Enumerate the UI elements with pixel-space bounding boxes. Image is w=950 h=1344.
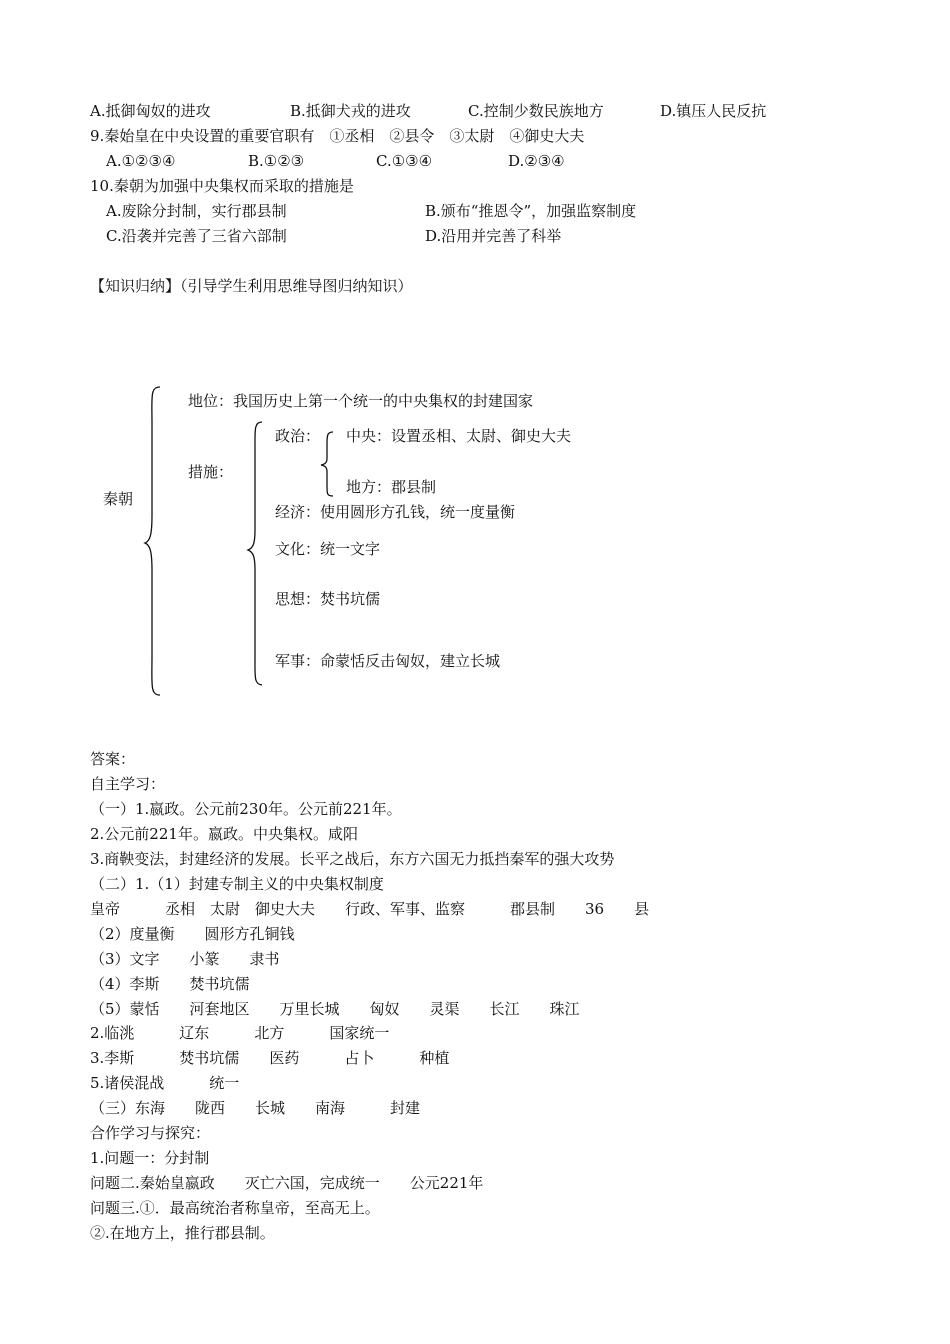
q10-option-a: A.废除分封制，实行郡县制 bbox=[106, 202, 287, 220]
answer-line: 3.李斯 焚书坑儒 医药 占卜 种植 bbox=[90, 1049, 450, 1067]
mindmap-culture: 文化：统一文字 bbox=[275, 540, 381, 558]
politics-brace bbox=[315, 430, 339, 498]
q10-option-d: D.沿用并完善了科举 bbox=[425, 227, 562, 245]
mindmap-politics-label: 政治： bbox=[275, 427, 321, 445]
answer-line: （4）李斯 焚书坑儒 bbox=[90, 975, 250, 993]
coop-line: 1.问题一：分封制 bbox=[90, 1149, 210, 1167]
answers-heading: 答案： bbox=[90, 750, 136, 768]
q9-option-b: B.①②③ bbox=[248, 152, 305, 170]
self-study-heading: 自主学习： bbox=[90, 775, 166, 793]
q9-option-a: A.①②③④ bbox=[106, 152, 176, 170]
q9-question: 9.秦始皇在中央设置的重要官职有 ①丞相 ②县令 ③太尉 ④御史大夫 bbox=[90, 127, 585, 145]
answer-line: 皇帝 丞相 太尉 御史大夫 行政、军事、监察 郡县制 36 县 bbox=[90, 900, 650, 918]
mindmap-status: 地位：我国历史上第一个统一的中央集权的封建国家 bbox=[188, 392, 534, 410]
answer-line: 3.商鞅变法，封建经济的发展。长平之战后，东方六国无力抵挡秦军的强大攻势 bbox=[90, 850, 615, 868]
coop-line: ②.在地方上，推行郡县制。 bbox=[90, 1224, 275, 1242]
answer-line: （3）文字 小篆 隶书 bbox=[90, 950, 280, 968]
answer-line: 2.临洮 辽东 北方 国家统一 bbox=[90, 1024, 390, 1042]
answer-line: （三）东海 陇西 长城 南海 封建 bbox=[90, 1099, 421, 1117]
q10-option-c: C.沿袭并完善了三省六部制 bbox=[106, 227, 287, 245]
coop-line: 问题二.秦始皇嬴政 灭亡六国，完成统一 公元221年 bbox=[90, 1174, 484, 1192]
answer-line: （5）蒙恬 河套地区 万里长城 匈奴 灵渠 长江 珠江 bbox=[90, 1000, 580, 1018]
coop-line: 问题三.①．最高统治者称皇帝，至高无上。 bbox=[90, 1199, 380, 1217]
measures-brace bbox=[240, 420, 270, 688]
mindmap-measures-label: 措施： bbox=[188, 463, 234, 481]
q8-option-b: B.抵御犬戎的进攻 bbox=[290, 102, 411, 120]
q9-option-c: C.①③④ bbox=[376, 152, 433, 170]
q8-option-d: D.镇压人民反抗 bbox=[660, 102, 767, 120]
summary-heading: 【知识归纳】（引导学生利用思维导图归纳知识） bbox=[90, 277, 413, 295]
q10-question: 10.秦朝为加强中央集权而采取的措施是 bbox=[90, 177, 354, 195]
q9-option-d: D.②③④ bbox=[508, 152, 565, 170]
q8-option-c: C.控制少数民族地方 bbox=[468, 102, 604, 120]
answer-line: 2.公元前221年。嬴政。中央集权。咸阳 bbox=[90, 825, 358, 843]
coop-heading: 合作学习与探究： bbox=[90, 1124, 211, 1142]
q10-option-b: B.颁布“推恩令”，加强监察制度 bbox=[425, 202, 637, 220]
mindmap-economy: 经济：使用圆形方孔钱，统一度量衡 bbox=[275, 503, 516, 521]
mindmap-thought: 思想：焚书坑儒 bbox=[275, 590, 381, 608]
mindmap-root: 秦朝 bbox=[103, 490, 134, 508]
answer-line: 5.诸侯混战 统一 bbox=[90, 1074, 240, 1092]
root-brace bbox=[140, 385, 170, 697]
mindmap-local: 地方：郡县制 bbox=[346, 478, 437, 496]
mindmap-military: 军事：命蒙恬反击匈奴，建立长城 bbox=[275, 652, 501, 670]
q8-option-a: A.抵御匈奴的进攻 bbox=[90, 102, 211, 120]
answer-line: （一）1.嬴政。公元前230年。公元前221年。 bbox=[90, 800, 402, 818]
mindmap-central: 中央：设置丞相、太尉、御史大夫 bbox=[346, 427, 572, 445]
answer-line: （二）1.（1）封建专制主义的中央集权制度 bbox=[90, 875, 384, 893]
answer-line: （2）度量衡 圆形方孔铜钱 bbox=[90, 925, 295, 943]
